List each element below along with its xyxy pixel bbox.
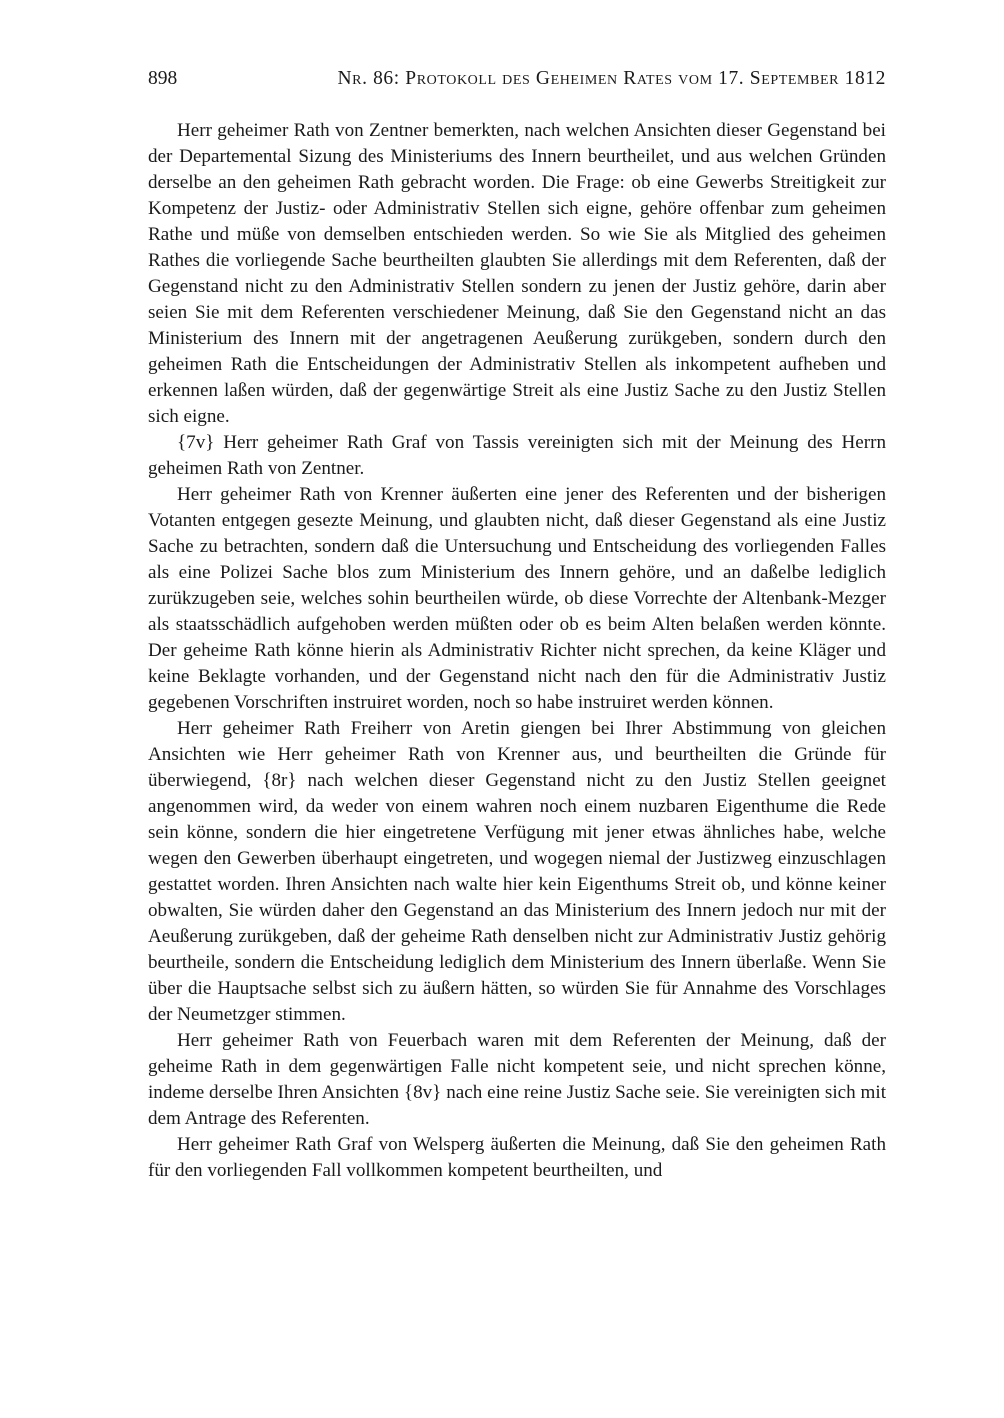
body-text	[148, 118, 886, 1184]
running-head-title: Nr. 86: Protokoll des Geheimen Rates vom 17. September 1812	[337, 68, 886, 89]
paragraph-zentner: Herr geheimer Rath von Zentner bemerkten, nach welchen Ansichten dieser Gegenstand bei der Departemental Sizung des Ministeriums des Innern beurtheilet, und aus welchen Gründen derselbe an den geheimen Rath gebracht worden. Die Frage: ob eine Gewerbs Streitigkeit zur Kompetenz der Justiz- oder Administrativ Stellen sich eigne, gehöre offenbar zum geheimen Rathe und müße von demselben entschieden werden. So wie Sie als Mitglied des geheimen Rathes die vorliegende Sache beurtheilten glaubten Sie allerdings mit dem Referenten, daß der Gegenstand nicht zu den Administrativ Stellen sondern zu jenen der Justiz gehöre, darin aber seien Sie mit dem Referenten verschiedener Meinung, daß Sie den Gegenstand nicht an das Ministerium des Innern mit der angetragenen Aeußerung zurükgeben, sondern durch den geheimen Rath die Entscheidungen der Administrativ Stellen als inkompetent aufheben und erkennen laßen würden, daß der gegenwärtige Streit als eine Justiz Sache zu den Justiz Stellen sich eigne.	[148, 120, 886, 427]
running-head	[148, 66, 886, 92]
paragraph-welsperg: Herr geheimer Rath Graf von Welsperg äußerten die Meinung, daß Sie den geheimen Rath für den vorliegenden Fall vollkommen kompetent beurtheilten, und	[148, 1134, 886, 1181]
paragraph-aretin: Herr geheimer Rath Freiherr von Aretin giengen bei Ihrer Abstimmung von gleichen Ansichten wie Herr geheimer Rath von Krenner aus, und beurtheilten die Gründe für überwiegend, {8r} nach welchen dieser Gegenstand nicht zu den Justiz Stellen geeignet angenommen wird, da weder von einem wahren noch einem nuzbaren Eigenthume die Rede sein könne, sondern die hier eingetretene Verfügung mit jener etwas ähnliches habe, welche wegen den Gewerben überhaupt eingetreten, und wogegen niemal der Justizweg einzuschlagen gestattet worden. Ihren Ansichten nach walte hier kein Eigenthums Streit ob, und könne keiner obwalten, Sie würden daher den Gegenstand an das Ministerium des Innern jedoch nur mit der Aeußerung zurükgeben, daß der geheime Rath denselben nicht zur Administrativ Justiz gehörig beurtheile, sondern die Entscheidung lediglich dem Ministerium des Innern überlaße. Wenn Sie über die Hauptsache selbst sich zu äußern hätten, so würden Sie für Annahme des Vorschlages der Neumetzger stimmen.	[148, 718, 886, 1025]
paragraph-krenner: Herr geheimer Rath von Krenner äußerten eine jener des Referenten und der bisherigen Votanten entgegen gesezte Meinung, und glaubten nicht, daß dieser Gegenstand als eine Justiz Sache zu betrachten, sondern daß die Untersuchung und Entscheidung des vorliegenden Falles als eine Polizei Sache blos zum Ministerium des Innern gehöre, und an daßelbe lediglich zurükzugeben seie, welches sohin beurtheilen würde, ob diese Vorrechte der Altenbank-Mezger als staatsschädlich aufgehoben werden müßten oder ob es beim Alten belaßen werden könnte. Der geheime Rath könne hierin als Administrativ Richter nicht sprechen, da keine Kläger und keine Beklagte vorhanden, und der Gegenstand nicht nach den für die Administrativ Justiz gegebenen Vorschriften instruiret worden, noch so habe instruiret werden können.	[148, 484, 886, 713]
page-number: 898	[148, 68, 178, 89]
paragraph-tassis: {7v} Herr geheimer Rath Graf von Tassis vereinigten sich mit der Meinung des Herrn geheimen Rath von Zentner.	[148, 432, 886, 479]
paragraph-feuerbach: Herr geheimer Rath von Feuerbach waren mit dem Referenten der Meinung, daß der geheime Rath in dem gegenwärtigen Falle nicht kompetent seie, und nicht sprechen könne, indeme derselbe Ihren Ansichten {8v} nach eine reine Justiz Sache seie. Sie vereinigten sich mit dem Antrage des Referenten.	[148, 1030, 886, 1129]
